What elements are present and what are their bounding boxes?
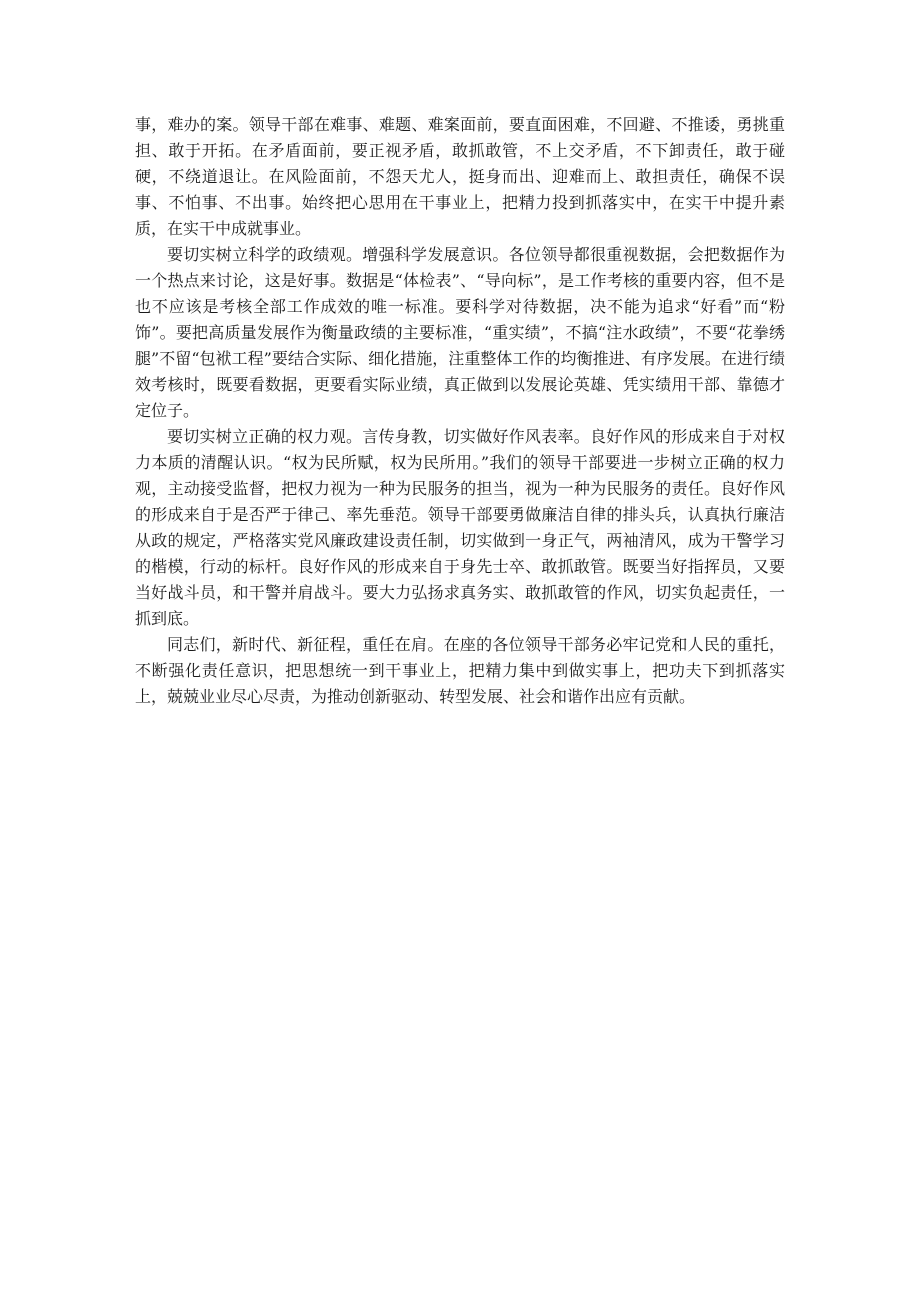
paragraph-continuation: 事，难办的案。领导干部在难事、难题、难案面前，要直面困难，不回避、不推诿，勇挑重担、敢于开拓。在矛盾面前，要正视矛盾，敢抓敢管，不上交矛盾，不下卸责任，敢于碰硬，不绕道退让。在风险面前，不怨天尤人，挺身而出、迎难而上、敢担责任，确保不误事、不怕事、不出事。始终把心思用在干事业上，把精力投到抓落实中，在实干中提升素质，在实干中成就事业。 [135, 115, 785, 238]
paragraph-performance-view: 要切实树立科学的政绩观。增强科学发展意识。各位领导都很重视数据，会把数据作为一个热点来讨论，这是好事。数据是“体检表”、“导向标”，是工作考核的重要内容，但不是也不应该是考核全部工作成效的唯一标准。要科学对待数据，决不能为追求“好看”而“粉饰”。要把高质量发展作为衡量政绩的主要标准，“重实绩”，不搞“注水政绩”，不要“花拳绣腿”不留“包袱工程”要结合实际、细化措施，注重整体工作的均衡推进、有序发展。在进行绩效考核时，既要看数据，更要看实际业绩，真正做到以发展论英雄、凭实绩用干部、靠德才定位子。 [135, 245, 785, 420]
paragraph-power-view: 要切实树立正确的权力观。言传身教，切实做好作风表率。良好作风的形成来自于对权力本质的清醒认识。“权为民所赋，权为民所用。”我们的领导干部要进一步树立正确的权力观，主动接受监督，把权力视为一种为民服务的担当，视为一种为民服务的责任。良好作风的形成来自于是否严于律己、率先垂范。领导干部要勇做廉洁自律的排头兵，认真执行廉洁从政的规定，严格落实党风廉政建设责任制，切实做到一身正气，两袖清风，成为干警学习的楷模，行动的标杆。良好作风的形成来自于身先士卒、敢抓敢管。既要当好指挥员，又要当好战斗员，和干警并肩战斗。要大力弘扬求真务实、敢抓敢管的作风，切实负起责任，一抓到底。 [135, 427, 785, 628]
paragraph-closing: 同志们，新时代、新征程，重任在肩。在座的各位领导干部务必牢记党和人民的重托，不断强化责任意识，把思想统一到干事业上，把精力集中到做实事上，把功夫下到抓落实上，兢兢业业尽心尽责，为推动创新驱动、转型发展、社会和谐作出应有贡献。 [135, 635, 785, 706]
document-page [135, 112, 785, 710]
